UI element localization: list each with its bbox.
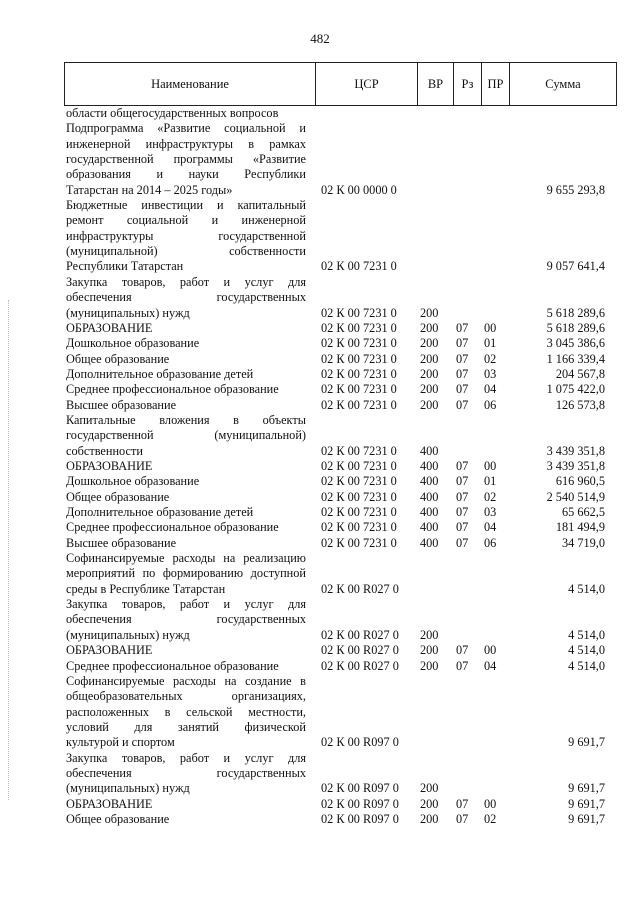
row-name-line: ОБРАЗОВАНИЕ <box>66 796 153 811</box>
row-name-line: Республики Татарстан <box>66 259 184 274</box>
row-vr: 400 <box>420 459 439 473</box>
table-header <box>64 62 617 106</box>
row-csr: 02 К 00 7231 0 <box>321 489 397 504</box>
table-row <box>0 536 640 551</box>
row-name-line: Закупка товаров, работ и услуг для <box>66 597 306 612</box>
row-name-line: Софинансируемые расходы на реализацию <box>66 551 306 566</box>
row-pr: 01 <box>484 474 497 489</box>
table-row <box>0 490 640 505</box>
header-sum: Сумма <box>510 63 617 106</box>
row-vr: 200 <box>420 643 439 658</box>
row-csr: 02 К 00 7231 0 <box>321 459 397 473</box>
row-name-line: Дополнительное образование детей <box>66 505 254 520</box>
row-pr: 04 <box>484 520 497 535</box>
row-pr: 00 <box>484 320 497 335</box>
row-rz: 07 <box>456 474 469 489</box>
row-name-line: области общегосударственных вопросов <box>66 106 279 120</box>
row-rz: 07 <box>456 397 469 412</box>
table-row <box>0 413 640 459</box>
row-csr: 02 К 00 7231 0 <box>321 520 397 535</box>
row-rz: 07 <box>456 535 469 550</box>
margin-dots <box>8 300 11 800</box>
row-name-line: Дошкольное образование <box>66 336 200 351</box>
table-row <box>0 597 640 643</box>
row-vr: 200 <box>420 305 439 320</box>
row-sum: 204 567,8 <box>555 366 605 381</box>
row-name-line: Общее образование <box>66 351 170 366</box>
row-name-line: Дополнительное образование детей <box>66 366 254 381</box>
row-name <box>66 797 306 812</box>
row-csr: 02 К 00 R097 0 <box>321 735 399 750</box>
row-name <box>66 398 306 413</box>
row-vr: 200 <box>420 811 439 826</box>
row-vr: 200 <box>420 627 439 642</box>
row-name <box>66 643 306 658</box>
row-rz: 07 <box>456 505 469 520</box>
row-pr: 02 <box>484 811 497 826</box>
row-name-line: Дошкольное образование <box>66 474 200 489</box>
row-csr: 02 К 00 R097 0 <box>321 781 399 796</box>
row-name <box>66 674 306 751</box>
row-sum: 9 691,7 <box>568 811 605 826</box>
row-vr: 200 <box>420 336 439 351</box>
row-csr: 02 К 00 7231 0 <box>321 397 397 412</box>
row-sum: 3 439 351,8 <box>546 459 605 473</box>
row-sum: 34 719,0 <box>561 535 605 550</box>
row-name <box>66 659 306 674</box>
row-name <box>66 597 306 643</box>
table-row <box>0 367 640 382</box>
row-name-line: (муниципальных) нужд <box>66 781 190 796</box>
row-name-line: государственной (муниципальной) <box>66 428 306 443</box>
row-name <box>66 106 306 121</box>
row-vr: 400 <box>420 489 439 504</box>
row-name <box>66 198 306 275</box>
row-name-line: образования и науки Республики <box>66 167 306 182</box>
row-name-line: Общее образование <box>66 811 170 826</box>
table-row <box>0 106 640 121</box>
row-csr: 02 К 00 7231 0 <box>321 382 397 397</box>
row-csr: 02 К 00 7231 0 <box>321 535 397 550</box>
row-name-line: Софинансируемые расходы на создание в <box>66 673 306 688</box>
row-csr: 02 К 00 7231 0 <box>321 474 397 489</box>
row-name-line: культурой и спортом <box>66 735 175 750</box>
table-row <box>0 812 640 827</box>
row-name <box>66 121 306 198</box>
row-rz: 07 <box>456 489 469 504</box>
row-pr: 04 <box>484 658 497 673</box>
row-vr: 200 <box>420 781 439 796</box>
row-name-line: Общее образование <box>66 489 170 504</box>
row-name <box>66 520 306 535</box>
row-name-line: Среднее профессиональное образование <box>66 382 279 397</box>
row-rz: 07 <box>456 811 469 826</box>
row-vr: 400 <box>420 535 439 550</box>
row-name-line: Среднее профессиональное образование <box>66 658 279 673</box>
row-csr: 02 К 00 0000 0 <box>321 182 397 197</box>
row-name-line: собственности <box>66 443 143 458</box>
table-row <box>0 382 640 397</box>
table-row <box>0 121 640 198</box>
row-name-line: ОБРАЗОВАНИЕ <box>66 643 153 658</box>
row-name-line: (муниципальных) нужд <box>66 627 190 642</box>
row-csr: 02 К 00 R027 0 <box>321 581 399 596</box>
row-name <box>66 751 306 797</box>
table-row <box>0 275 640 321</box>
row-name-line: Татарстан на 2014 – 2025 годы» <box>66 182 233 197</box>
table-row <box>0 198 640 275</box>
row-sum: 1 166 339,4 <box>546 351 605 366</box>
row-name <box>66 367 306 382</box>
header-name: Наименование <box>65 63 316 106</box>
row-name <box>66 536 306 551</box>
row-sum: 5 618 289,6 <box>546 305 605 320</box>
row-name-line: обеспечения государственных <box>66 765 306 780</box>
row-csr: 02 К 00 7231 0 <box>321 505 397 520</box>
row-vr: 200 <box>420 397 439 412</box>
row-name-line: Капитальные вложения в объекты <box>66 412 306 427</box>
row-name-line: Подпрограмма «Развитие социальной и <box>66 121 306 136</box>
table-row <box>0 336 640 351</box>
row-name-line: государственной программы «Развитие <box>66 152 306 167</box>
row-vr: 200 <box>420 796 439 811</box>
row-sum: 4 514,0 <box>568 581 605 596</box>
row-sum: 5 618 289,6 <box>546 320 605 335</box>
row-name-line: Высшее образование <box>66 397 177 412</box>
table-row <box>0 321 640 336</box>
row-name-line: условий для занятий физической <box>66 719 306 734</box>
row-pr: 01 <box>484 336 497 351</box>
row-name-line: расположенных в сельской местности, <box>66 704 306 719</box>
row-name-line: Закупка товаров, работ и услуг для <box>66 274 306 289</box>
row-pr: 06 <box>484 397 497 412</box>
row-pr: 00 <box>484 459 497 473</box>
row-csr: 02 К 00 7231 0 <box>321 351 397 366</box>
row-name-line: ОБРАЗОВАНИЕ <box>66 459 153 473</box>
row-name-line: ОБРАЗОВАНИЕ <box>66 320 153 335</box>
row-csr: 02 К 00 R027 0 <box>321 627 399 642</box>
row-csr: 02 К 00 R097 0 <box>321 796 399 811</box>
row-sum: 4 514,0 <box>568 643 605 658</box>
row-csr: 02 К 00 7231 0 <box>321 443 397 458</box>
table-row <box>0 659 640 674</box>
table-row <box>0 505 640 520</box>
row-name <box>66 812 306 827</box>
row-name <box>66 474 306 489</box>
row-rz: 07 <box>456 382 469 397</box>
row-pr: 03 <box>484 505 497 520</box>
row-rz: 07 <box>456 658 469 673</box>
row-pr: 02 <box>484 351 497 366</box>
row-name-line: общеобразовательных организациях, <box>66 689 306 704</box>
row-name <box>66 321 306 336</box>
row-name-line: Закупка товаров, работ и услуг для <box>66 750 306 765</box>
row-name <box>66 551 306 597</box>
row-pr: 00 <box>484 796 497 811</box>
row-vr: 200 <box>420 382 439 397</box>
row-name-line: (муниципальной) собственности <box>66 244 306 259</box>
row-name-line: мероприятий по формированию доступной <box>66 566 306 581</box>
row-vr: 400 <box>420 520 439 535</box>
row-name <box>66 413 306 459</box>
row-csr: 02 К 00 7231 0 <box>321 320 397 335</box>
row-name <box>66 490 306 505</box>
row-sum: 9 655 293,8 <box>546 182 605 197</box>
row-sum: 3 439 351,8 <box>546 443 605 458</box>
row-sum: 65 662,5 <box>561 505 605 520</box>
table-row <box>0 398 640 413</box>
row-vr: 200 <box>420 320 439 335</box>
row-vr: 200 <box>420 351 439 366</box>
row-name-line: обеспечения государственных <box>66 290 306 305</box>
table-row <box>0 643 640 658</box>
row-csr: 02 К 00 R027 0 <box>321 643 399 658</box>
row-csr: 02 К 00 R027 0 <box>321 658 399 673</box>
table-row <box>0 474 640 489</box>
row-rz: 07 <box>456 336 469 351</box>
row-pr: 04 <box>484 382 497 397</box>
row-rz: 07 <box>456 520 469 535</box>
row-sum: 4 514,0 <box>568 658 605 673</box>
row-csr: 02 К 00 7231 0 <box>321 366 397 381</box>
table-row <box>0 797 640 812</box>
row-sum: 1 075 422,0 <box>546 382 605 397</box>
row-pr: 03 <box>484 366 497 381</box>
table-row <box>0 352 640 367</box>
row-name <box>66 459 306 474</box>
row-sum: 9 691,7 <box>568 735 605 750</box>
row-rz: 07 <box>456 366 469 381</box>
row-name-line: среды в Республике Татарстан <box>66 581 226 596</box>
row-sum: 181 494,9 <box>555 520 605 535</box>
row-csr: 02 К 00 7231 0 <box>321 259 397 274</box>
header-vr: ВР <box>418 63 454 106</box>
header-rz: Рз <box>454 63 482 106</box>
table-row <box>0 459 640 474</box>
row-name <box>66 336 306 351</box>
row-sum: 126 573,8 <box>555 397 605 412</box>
row-sum: 9 057 641,4 <box>546 259 605 274</box>
page-number: 482 <box>310 31 330 46</box>
row-name-line: Среднее профессиональное образование <box>66 520 279 535</box>
row-csr: 02 К 00 R097 0 <box>321 811 399 826</box>
row-name-line: (муниципальных) нужд <box>66 305 190 320</box>
row-name-line: Бюджетные инвестиции и капитальный <box>66 198 306 213</box>
row-sum: 4 514,0 <box>568 627 605 642</box>
table-row <box>0 551 640 597</box>
row-vr: 200 <box>420 366 439 381</box>
header-pr: ПР <box>482 63 510 106</box>
row-rz: 07 <box>456 351 469 366</box>
row-rz: 07 <box>456 796 469 811</box>
row-sum: 9 691,7 <box>568 781 605 796</box>
row-vr: 400 <box>420 474 439 489</box>
row-name <box>66 382 306 397</box>
row-sum: 2 540 514,9 <box>546 489 605 504</box>
table-row <box>0 674 640 751</box>
row-vr: 400 <box>420 505 439 520</box>
row-vr: 200 <box>420 658 439 673</box>
row-csr: 02 К 00 7231 0 <box>321 305 397 320</box>
row-vr: 400 <box>420 443 439 458</box>
row-name-line: Высшее образование <box>66 535 177 550</box>
row-name-line: обеспечения государственных <box>66 612 306 627</box>
row-sum: 9 691,7 <box>568 796 605 811</box>
row-rz: 07 <box>456 643 469 658</box>
row-name <box>66 505 306 520</box>
row-pr: 00 <box>484 643 497 658</box>
table-body <box>0 106 640 827</box>
row-sum: 3 045 386,6 <box>546 336 605 351</box>
row-name-line: ремонт социальной и инженерной <box>66 213 306 228</box>
row-name-line: инженерной инфраструктуры в рамках <box>66 136 306 151</box>
row-name <box>66 352 306 367</box>
row-rz: 07 <box>456 320 469 335</box>
row-name-line: инфраструктуры государственной <box>66 228 306 243</box>
row-sum: 616 960,5 <box>555 474 605 489</box>
row-pr: 02 <box>484 489 497 504</box>
table-row <box>0 751 640 797</box>
table-row <box>0 520 640 535</box>
row-csr: 02 К 00 7231 0 <box>321 336 397 351</box>
row-name <box>66 275 306 321</box>
row-rz: 07 <box>456 459 469 473</box>
header-csr: ЦСР <box>316 63 418 106</box>
row-pr: 06 <box>484 535 497 550</box>
